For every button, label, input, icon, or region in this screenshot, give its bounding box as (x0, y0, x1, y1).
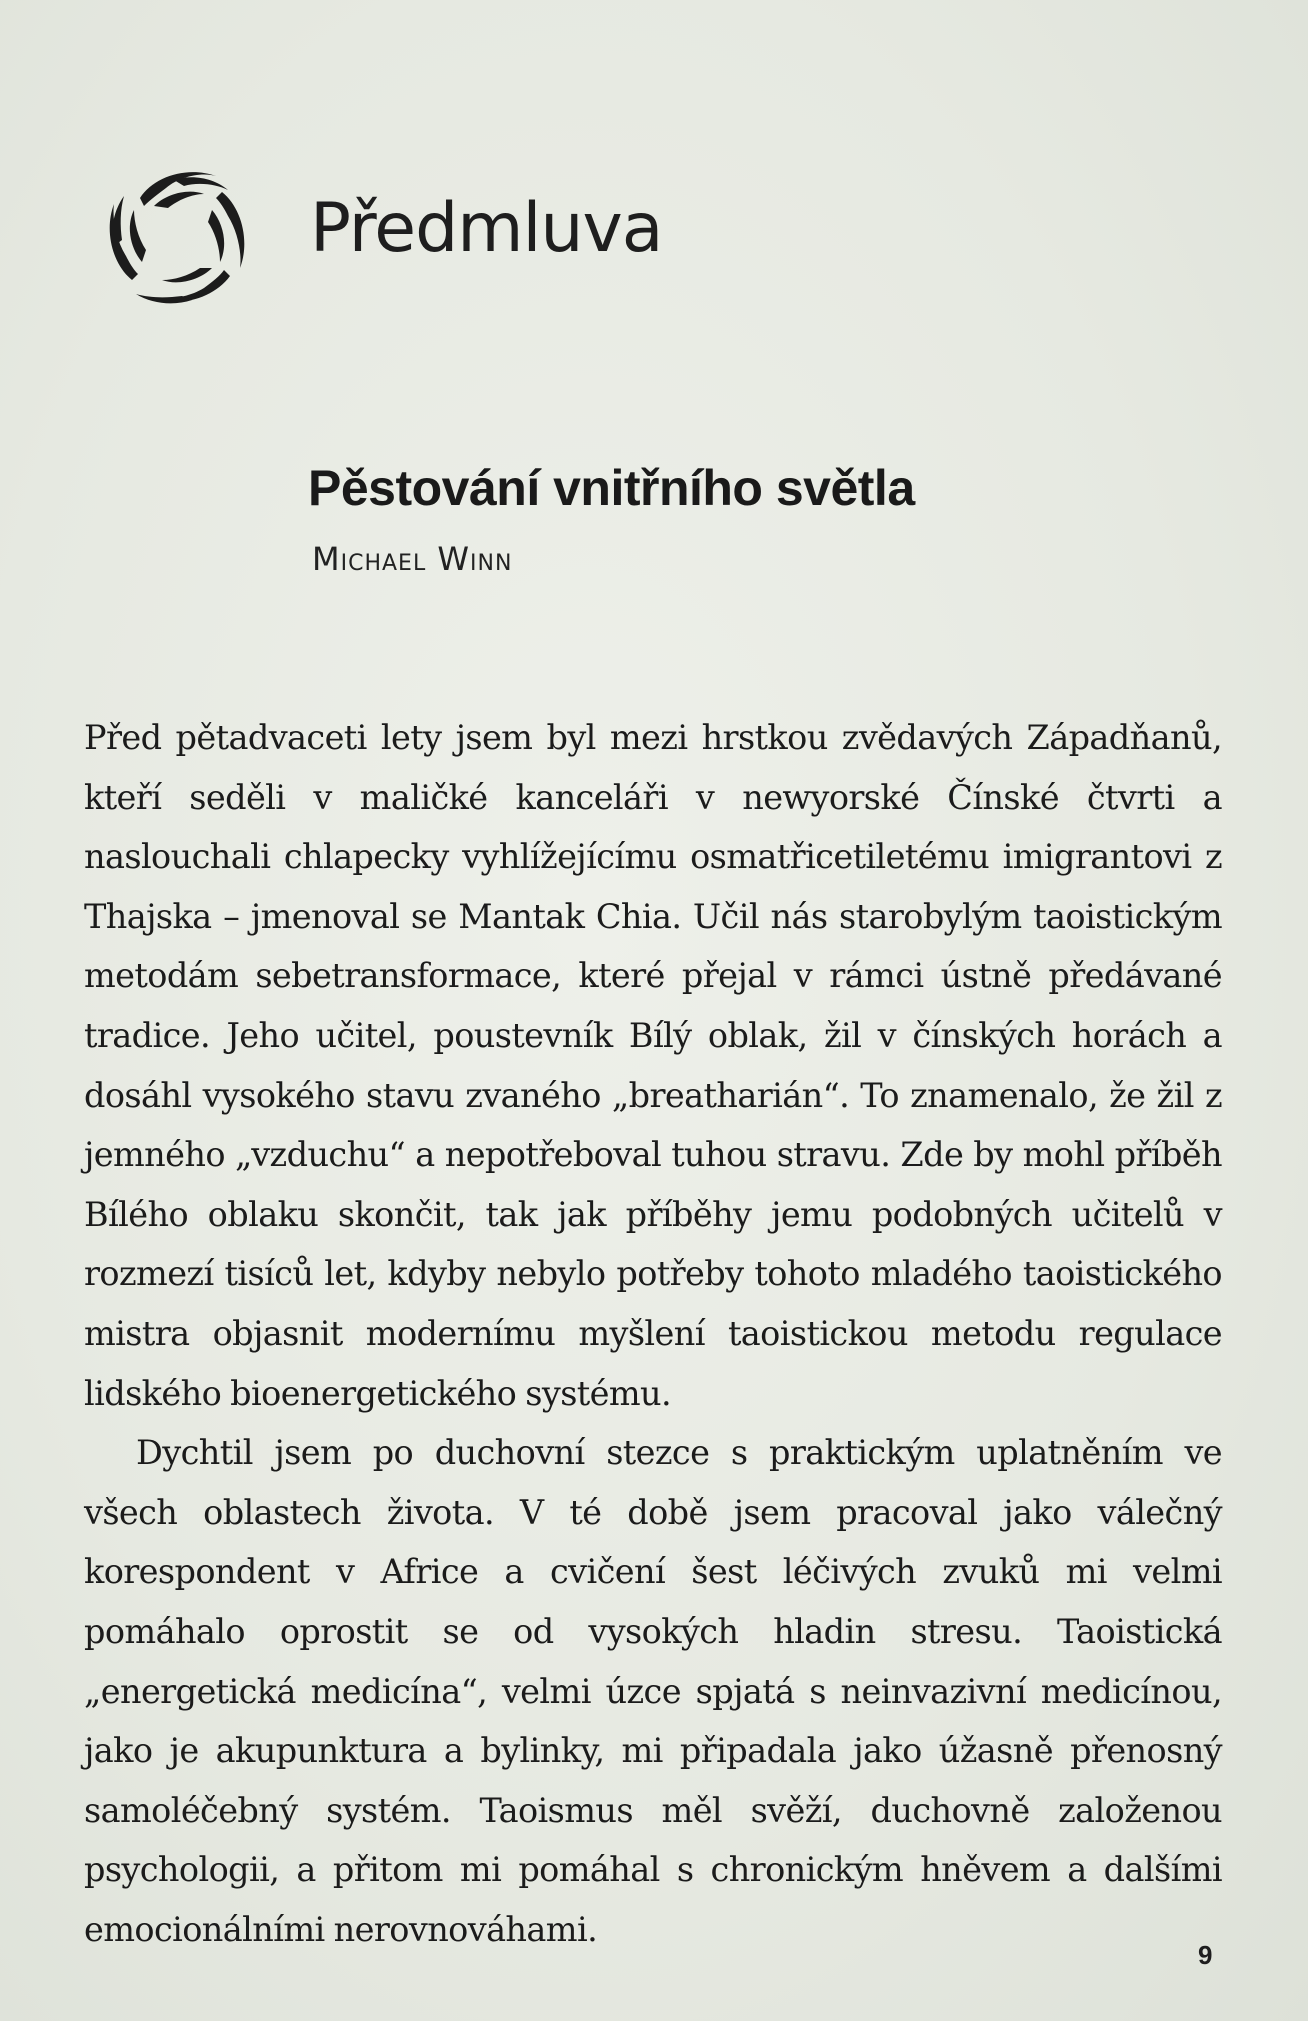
paragraph-1: Před pětadvaceti lety jsem byl mezi hrstkou zvědavých Západňanů, kteří seděli v maličké kanceláři v newyorské Čínské čtvrti a naslouchali chlapecky vyhlížejícímu osmatřicetiletému imigrantovi z Thajska – jmenoval se Mantak Chia. Učil nás starobylým taoistickým metodám sebetransformace, které přejal v rámci ústně předávané tradice. Jeho učitel, poustevník Bílý oblak, žil v čínských horách a dosáhl vysokého stavu zvaného „breatharián“. To znamenalo, že žil z jemného „vzduchu“ a nepotřeboval tuhou stravu. Zde by mohl příběh Bílého oblaku skončit, tak jak příběhy jemu podobných učitelů v rozmezí tisíců let, kdyby nebylo potřeby tohoto mladého taoistického mistra objasnit modernímu myšlení taoistickou metodu regulace lidského bioenergetického systému. (84, 718, 1222, 1413)
page-number: 9 (1198, 1940, 1213, 1970)
author-name: Michael Winn (312, 540, 513, 578)
section-title: Pěstování vnitřního světla (308, 460, 915, 516)
paragraph-2: Dychtil jsem po duchovní stezce s praktickým uplatněním ve všech oblastech života. V té době jsem pracoval jako válečný korespondent v Africe a cvičení šest léčivých zvuků mi velmi pomáhalo oprostit se od vysokých hladin stresu. Taoistická „energetická medicína“, velmi úzce spjatá s neinvazivní medicínou, jako je akupunktura a bylinky, mi připadala jako úžasně přenosný samoléčebný systém. Taoismus měl svěží, duchovně založenou psychologii, a přitom mi pomáhal s chronickým hněvem a dalšími emocionálními nerovnováhami. (84, 1433, 1222, 1949)
swirl-circle-icon (92, 150, 262, 320)
body-text (84, 708, 1222, 1959)
chapter-title: Předmluva (310, 189, 663, 268)
